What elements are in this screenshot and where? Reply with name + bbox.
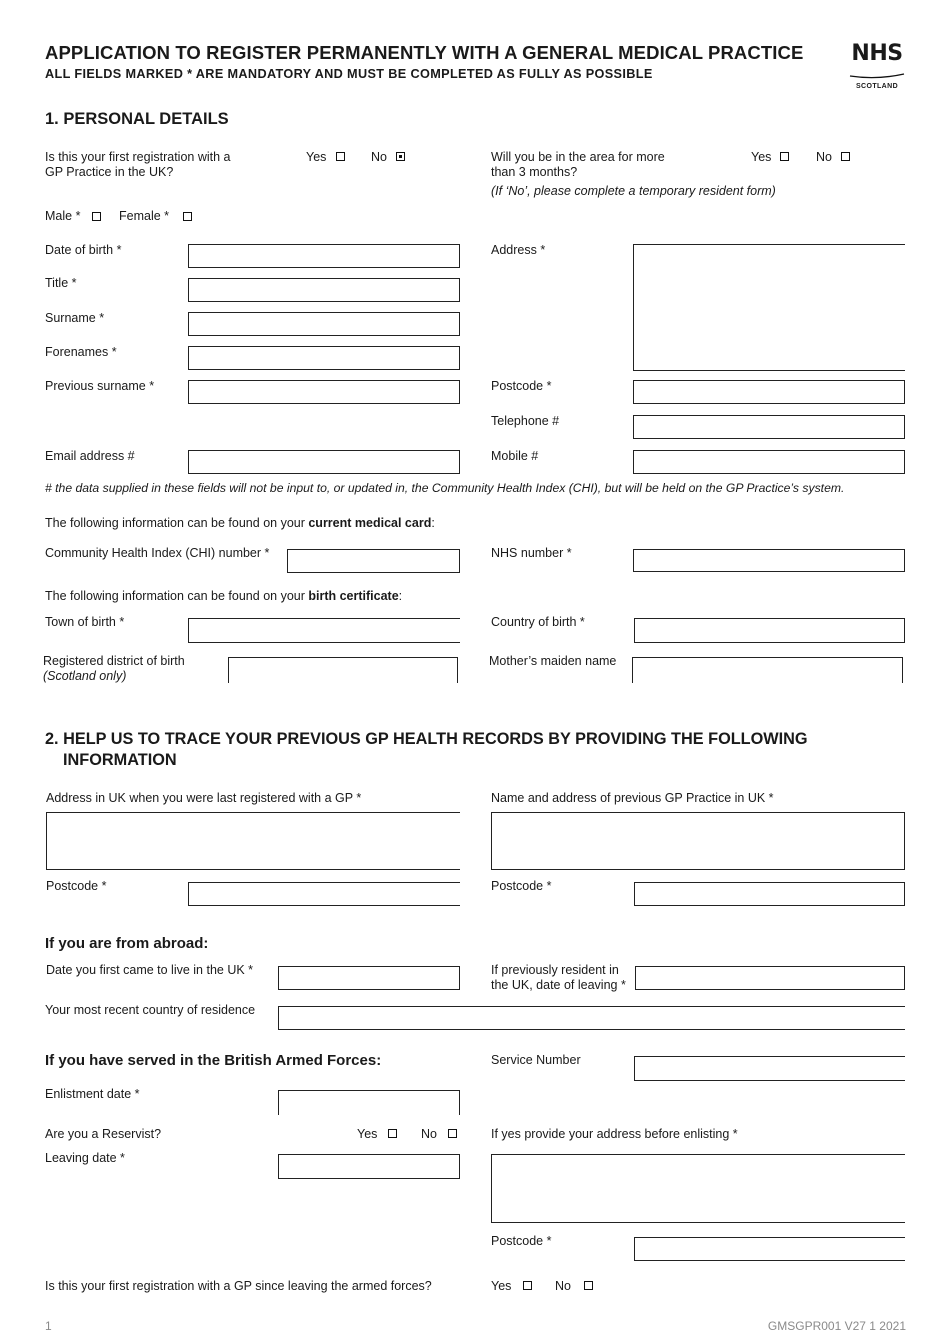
district-label-line2: (Scotland only) xyxy=(43,669,127,683)
nhs-number-field[interactable] xyxy=(633,549,905,572)
female-checkbox[interactable] xyxy=(183,212,192,221)
prev-resident-line2: the UK, date of leaving * xyxy=(491,978,626,992)
section-2-heading-line1: 2. HELP US TO TRACE YOUR PREVIOUS GP HEALTH RECORDS BY PROVIDING THE FOLLOWING xyxy=(45,730,808,748)
logo-swoosh-icon xyxy=(848,73,906,79)
district-field[interactable] xyxy=(228,657,458,683)
service-number-label: Service Number xyxy=(491,1053,581,1067)
reservist-yes-checkbox[interactable] xyxy=(388,1129,397,1138)
in-area-no-label: No xyxy=(816,150,832,164)
page-number: 1 xyxy=(45,1319,52,1333)
in-area-question xyxy=(491,150,665,180)
male-checkbox[interactable] xyxy=(92,212,101,221)
prev-resident-field[interactable] xyxy=(635,966,905,990)
prev-resident-label xyxy=(491,963,626,993)
first-registration-question xyxy=(45,150,230,180)
form-code: GMSGPR001 V27 1 2021 xyxy=(767,1319,906,1333)
forenames-label: Forenames * xyxy=(45,345,117,359)
surname-label: Surname * xyxy=(45,311,105,325)
postcode-right-label: Postcode * xyxy=(491,879,552,893)
mobile-label: Mobile # xyxy=(491,449,539,463)
medical-card-note-colon: : xyxy=(431,516,435,530)
in-area-yes-checkbox[interactable] xyxy=(780,152,789,161)
enlistment-label: Enlistment date * xyxy=(45,1087,140,1101)
nhs-logo-word: NHS xyxy=(851,41,903,66)
address-field[interactable] xyxy=(633,244,905,371)
mobile-field[interactable] xyxy=(633,450,905,474)
first-registration-yes-checkbox[interactable] xyxy=(336,152,345,161)
nhs-logo-sub: SCOTLAND xyxy=(855,83,899,90)
first-registration-yes-label: Yes xyxy=(306,150,327,164)
birth-cert-note xyxy=(45,589,402,604)
first-since-leaving-no-checkbox[interactable] xyxy=(584,1281,593,1290)
email-field[interactable] xyxy=(188,450,460,474)
address-before-field[interactable] xyxy=(491,1154,905,1223)
email-label: Email address # xyxy=(45,449,135,463)
postcode-right-field[interactable] xyxy=(634,882,905,906)
enlistment-field[interactable] xyxy=(278,1090,460,1115)
form-subtitle: ALL FIELDS MARKED * ARE MANDATORY AND MUST BE COMPLETED AS FULLY AS POSSIBLE xyxy=(45,67,653,81)
chi-field[interactable] xyxy=(287,549,460,573)
previous-surname-label: Previous surname * xyxy=(45,379,155,393)
in-area-no-checkbox[interactable] xyxy=(841,152,850,161)
birth-cert-note-colon: : xyxy=(398,589,403,603)
section-2-heading-line2: INFORMATION xyxy=(63,751,177,769)
town-of-birth-field[interactable] xyxy=(188,618,460,643)
recent-country-label: Your most recent country of residence xyxy=(45,1003,256,1017)
first-since-leaving-yes-label: Yes xyxy=(491,1279,512,1293)
country-of-birth-field[interactable] xyxy=(634,618,905,643)
postcode-forces-field[interactable] xyxy=(634,1237,905,1261)
postcode-forces-label: Postcode * xyxy=(491,1234,552,1248)
date-came-label: Date you first came to live in the UK * xyxy=(46,963,254,977)
dob-field[interactable] xyxy=(188,244,460,268)
birth-cert-note-bold: birth certificate xyxy=(308,589,399,603)
female-label: Female * xyxy=(119,209,170,223)
prev-resident-line1: If previously resident in xyxy=(491,963,619,977)
district-label xyxy=(43,654,185,684)
leaving-date-field[interactable] xyxy=(278,1154,460,1179)
mothers-maiden-label: Mother’s maiden name xyxy=(489,654,617,668)
previous-surname-field[interactable] xyxy=(188,380,460,404)
postcode-left-field[interactable] xyxy=(188,882,460,906)
surname-field[interactable] xyxy=(188,312,460,336)
mothers-maiden-field[interactable] xyxy=(632,657,903,683)
medical-card-note xyxy=(45,516,435,531)
section-2-heading xyxy=(45,729,808,771)
district-label-line1: Registered district of birth xyxy=(43,654,185,668)
birth-cert-note-text: The following information can be found on your xyxy=(45,589,309,603)
in-area-q-line1: Will you be in the area for more xyxy=(491,150,665,164)
service-number-field[interactable] xyxy=(634,1056,905,1081)
first-registration-q-line1: Is this your first registration with a xyxy=(45,150,231,164)
town-of-birth-label: Town of birth * xyxy=(45,615,125,629)
reservist-no-label: No xyxy=(421,1127,437,1141)
hash-note: # the data supplied in these fields will not be input to, or updated in, the Community Health Index (CHI), but will be held on the GP Practice’s system. xyxy=(45,481,845,495)
reservist-label: Are you a Reservist? xyxy=(45,1127,162,1141)
telephone-field[interactable] xyxy=(633,415,905,439)
telephone-label: Telephone # xyxy=(491,414,560,428)
first-since-leaving-yes-checkbox[interactable] xyxy=(523,1281,532,1290)
section-1-heading: 1. PERSONAL DETAILS xyxy=(45,110,229,128)
prev-practice-field[interactable] xyxy=(491,812,905,870)
in-area-note: (If ‘No’, please complete a temporary resident form) xyxy=(491,184,776,198)
last-address-field[interactable] xyxy=(46,812,460,870)
reservist-no-checkbox[interactable] xyxy=(448,1129,457,1138)
first-registration-q-line2: GP Practice in the UK? xyxy=(45,165,174,179)
form-title: APPLICATION TO REGISTER PERMANENTLY WITH A GENERAL MEDICAL PRACTICE xyxy=(45,42,804,63)
address-label: Address * xyxy=(491,243,546,257)
nhs-scotland-logo xyxy=(848,42,906,90)
leaving-date-label: Leaving date * xyxy=(45,1151,125,1165)
in-area-q-line2: than 3 months? xyxy=(491,165,578,179)
prev-practice-label: Name and address of previous GP Practice in UK * xyxy=(491,791,774,805)
forenames-field[interactable] xyxy=(188,346,460,370)
forces-heading: If you have served in the British Armed Forces: xyxy=(45,1052,382,1069)
recent-country-field[interactable] xyxy=(278,1006,905,1030)
title-field[interactable] xyxy=(188,278,460,302)
first-registration-no-checkbox[interactable] xyxy=(396,152,405,161)
chi-label: Community Health Index (CHI) number * xyxy=(45,546,270,560)
male-label: Male * xyxy=(45,209,81,223)
postcode-field[interactable] xyxy=(633,380,905,404)
first-since-leaving-no-label: No xyxy=(555,1279,571,1293)
in-area-yes-label: Yes xyxy=(751,150,772,164)
postcode-label: Postcode * xyxy=(491,379,552,393)
address-before-label: If yes provide your address before enlisting * xyxy=(491,1127,738,1141)
nhs-number-label: NHS number * xyxy=(491,546,572,560)
title-label: Title * xyxy=(45,276,77,290)
medical-card-note-text: The following information can be found on your xyxy=(45,516,309,530)
abroad-heading: If you are from abroad: xyxy=(45,935,209,952)
reservist-yes-label: Yes xyxy=(357,1127,378,1141)
first-registration-no-label: No xyxy=(371,150,387,164)
country-of-birth-label: Country of birth * xyxy=(491,615,585,629)
date-came-field[interactable] xyxy=(278,966,460,990)
last-address-label: Address in UK when you were last registered with a GP * xyxy=(46,791,362,805)
medical-card-note-bold: current medical card xyxy=(308,516,432,530)
first-since-leaving-label: Is this your first registration with a GP since leaving the armed forces? xyxy=(45,1279,432,1293)
dob-label: Date of birth * xyxy=(45,243,122,257)
postcode-left-label: Postcode * xyxy=(46,879,107,893)
